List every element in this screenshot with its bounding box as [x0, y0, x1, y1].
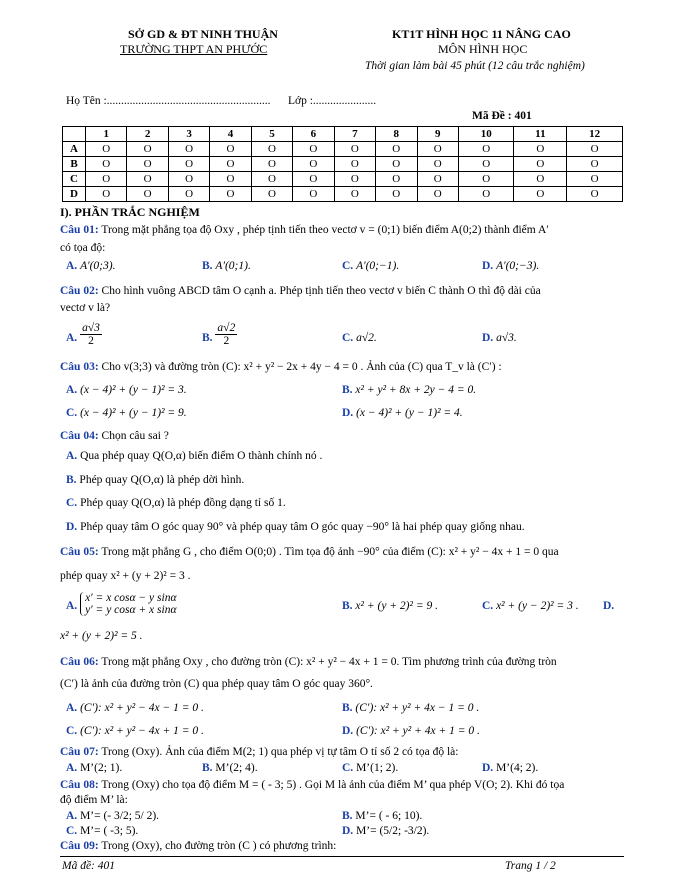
answer-bubble[interactable]: O: [127, 142, 168, 157]
answer-bubble[interactable]: O: [567, 187, 623, 202]
column-header: 4: [210, 127, 251, 142]
subject-name: MÔN HÌNH HỌC: [438, 42, 528, 56]
answer-bubble[interactable]: O: [127, 187, 168, 202]
option-c[interactable]: [66, 725, 204, 737]
row-header: B: [63, 157, 86, 172]
option-letter: B.: [202, 762, 213, 774]
option-c[interactable]: [66, 825, 138, 837]
answer-bubble[interactable]: O: [334, 187, 375, 202]
fraction: [215, 322, 237, 347]
option-letter: C.: [342, 332, 354, 344]
option-d[interactable]: [482, 762, 538, 774]
question-text-cont: vectơ v là?: [60, 302, 111, 314]
fraction: [80, 322, 102, 347]
option-d[interactable]: [66, 521, 525, 533]
exam-duration: Thời gian làm bài 45 phút (12 câu trắc nghiệm): [365, 60, 585, 72]
question-text-cont: (C′) là ảnh của đường tròn (C) qua phép quay tâm O góc quay 360°.: [60, 678, 373, 690]
school-name: TRƯỜNG THPT AN PHƯỚC: [120, 42, 268, 56]
column-header: 9: [417, 127, 458, 142]
option-letter: A.: [66, 810, 78, 822]
option-letter: B.: [342, 702, 353, 714]
question-label: Câu 01:: [60, 224, 99, 236]
answer-bubble[interactable]: O: [334, 172, 375, 187]
option-d-text[interactable]: x² + (y + 2)² = 5 .: [60, 630, 143, 642]
fraction-denominator: 2: [88, 335, 94, 347]
column-header: 1: [86, 127, 127, 142]
option-b[interactable]: [66, 474, 244, 486]
option-letter: B.: [202, 260, 213, 272]
option-text: A′(0;3).: [80, 260, 116, 272]
option-b[interactable]: [202, 762, 258, 774]
option-letter: A.: [66, 384, 78, 396]
row-header: C: [63, 172, 86, 187]
answer-bubble[interactable]: O: [376, 187, 417, 202]
department-name: SỞ GD & ĐT NINH THUẬN: [128, 27, 278, 41]
option-text: Phép quay Q(O,α) là phép đồng dạng tỉ số 1.: [80, 497, 286, 509]
option-letter: A.: [66, 450, 78, 462]
answer-bubble[interactable]: O: [210, 172, 251, 187]
option-c[interactable]: [66, 497, 286, 509]
answer-bubble[interactable]: O: [514, 172, 567, 187]
exam-title: KT1T HÌNH HỌC 11 NÂNG CAO: [392, 27, 571, 41]
question-text: Cho hình vuông ABCD tâm O cạnh a. Phép tịnh tiến theo vectơ v biến C thành O thì độ dài của: [101, 285, 541, 297]
option-letter: C.: [66, 407, 78, 419]
option-text: M’= (- 3/2; 5/ 2).: [80, 810, 160, 822]
answer-row-b: [63, 157, 623, 172]
answer-bubble[interactable]: O: [376, 142, 417, 157]
column-header: 2: [127, 127, 168, 142]
question-text: Trong (Oxy) cho tọa độ điểm M = ( - 3; 5) . Gọi M là ảnh của điểm M’ qua phép V(O; 2). Khi đó tọa: [101, 779, 565, 791]
answer-bubble[interactable]: O: [417, 142, 458, 157]
question-text: Cho v(3;3) và đường tròn (C): x² + y² − 2x + 4y − 4 = 0 . Ảnh của (C) qua T_v là (C′) :: [101, 361, 502, 373]
option-a[interactable]: [66, 322, 102, 347]
question-label: Câu 05:: [60, 546, 99, 558]
answer-bubble[interactable]: O: [293, 172, 334, 187]
option-text: Phép quay Q(O,α) là phép dời hình.: [79, 474, 245, 486]
option-d[interactable]: [342, 825, 429, 837]
option-a[interactable]: [66, 450, 322, 462]
answer-bubble[interactable]: O: [567, 157, 623, 172]
option-d[interactable]: [482, 260, 539, 272]
answer-header-row: [63, 127, 623, 142]
option-letter: D.: [482, 260, 494, 272]
option-text: A′(0;−3).: [496, 260, 540, 272]
answer-bubble[interactable]: O: [293, 187, 334, 202]
option-text: (C′): x² + y² − 4x + 1 = 0 .: [80, 725, 204, 737]
answer-bubble[interactable]: O: [458, 157, 514, 172]
option-letter: D.: [342, 825, 354, 837]
answer-bubble[interactable]: O: [567, 142, 623, 157]
answer-bubble[interactable]: O: [417, 172, 458, 187]
equation-line: y′ = y cosα + x sinα: [85, 604, 177, 616]
option-letter: C.: [66, 825, 78, 837]
option-letter: D.: [342, 725, 354, 737]
option-a[interactable]: [66, 260, 115, 272]
question-label: Câu 02:: [60, 285, 99, 297]
option-text: M’= ( -3; 5).: [80, 825, 139, 837]
option-text: a√2.: [356, 332, 377, 344]
option-d[interactable]: [342, 407, 463, 419]
answer-bubble[interactable]: O: [210, 142, 251, 157]
column-header: 12: [567, 127, 623, 142]
answer-bubble[interactable]: O: [251, 157, 292, 172]
question-2: [60, 285, 541, 297]
answer-row-c: [63, 172, 623, 187]
answer-bubble[interactable]: O: [514, 187, 567, 202]
option-d[interactable]: [342, 725, 480, 737]
footer-page-number: Trang 1 / 2: [505, 860, 556, 872]
answer-bubble[interactable]: O: [210, 157, 251, 172]
answer-bubble[interactable]: O: [251, 142, 292, 157]
option-text: M’(2; 4).: [215, 762, 258, 774]
option-a[interactable]: [66, 702, 204, 714]
answer-bubble[interactable]: O: [514, 157, 567, 172]
question-text: Trong mặt phẳng Oxy , cho đường tròn (C): x² + y² − 4x + 1 = 0. Tìm phương trình của đường tròn: [101, 656, 557, 668]
answer-bubble[interactable]: O: [293, 157, 334, 172]
answer-bubble[interactable]: O: [86, 172, 127, 187]
option-text: x² + (y + 2)² = 9 .: [355, 600, 438, 612]
option-letter: C.: [482, 600, 494, 612]
exam-code: Mã Đề : 401: [472, 110, 532, 122]
answer-bubble[interactable]: O: [168, 172, 209, 187]
section-title: I). PHẦN TRẮC NGHIỆM: [60, 205, 200, 219]
question-text-cont: có tọa độ:: [60, 242, 106, 254]
question-text-cont: độ điểm M’ là:: [60, 794, 128, 806]
question-text: Trong mặt phẳng G , cho điểm O(0;0) . Tìm tọa độ ảnh −90° của điểm (C): x² + y² − 4x + 1 = 0 qua: [101, 546, 559, 558]
column-header: 10: [458, 127, 514, 142]
column-header: 3: [168, 127, 209, 142]
option-text: M’= (5/2; -3/2).: [356, 825, 430, 837]
row-header: A: [63, 142, 86, 157]
answer-bubble[interactable]: O: [458, 142, 514, 157]
question-4: [60, 430, 169, 442]
option-d[interactable]: [482, 332, 517, 344]
option-a[interactable]: [66, 762, 122, 774]
answer-bubble[interactable]: O: [168, 187, 209, 202]
answer-bubble[interactable]: O: [168, 142, 209, 157]
option-b[interactable]: [202, 260, 251, 272]
question-7: [60, 746, 458, 758]
answer-bubble[interactable]: O: [514, 142, 567, 157]
option-text: (x − 4)² + (y − 1)² = 4.: [356, 407, 463, 419]
option-c[interactable]: [342, 260, 399, 272]
option-text: Phép quay tâm O góc quay 90° và phép quay tâm O góc quay −90° là hai phép quay giống nhau.: [80, 521, 525, 533]
question-text: Trong (Oxy), cho đường tròn (C ) có phương trình:: [101, 840, 337, 852]
option-letter: B.: [342, 384, 353, 396]
answer-bubble[interactable]: O: [168, 157, 209, 172]
column-header: 6: [293, 127, 334, 142]
option-letter: B.: [202, 332, 213, 344]
option-text: (C′): x² + y² − 4x − 1 = 0 .: [80, 702, 204, 714]
question-label: Câu 09:: [60, 840, 99, 852]
option-text: (x − 4)² + (y − 1)² = 9.: [80, 407, 187, 419]
column-header: 8: [376, 127, 417, 142]
answer-bubble[interactable]: O: [334, 157, 375, 172]
answer-sheet-table: [62, 126, 623, 202]
option-b[interactable]: [342, 810, 422, 822]
question-1: [60, 224, 549, 236]
answer-bubble[interactable]: O: [567, 172, 623, 187]
student-name-field[interactable]: Họ Tên :.........................................................: [66, 95, 271, 107]
answer-bubble[interactable]: O: [127, 172, 168, 187]
option-text: a√3.: [496, 332, 517, 344]
option-text: Qua phép quay Q(O,α) biến điểm O thành chính nó .: [80, 450, 323, 462]
option-text: (x − 4)² + (y − 1)² = 3.: [80, 384, 187, 396]
option-letter: B.: [342, 810, 353, 822]
fraction-denominator: 2: [223, 335, 230, 347]
corner-cell: [63, 127, 86, 142]
option-text: M’(1; 2).: [356, 762, 399, 774]
column-header: 11: [514, 127, 567, 142]
footer-divider: [60, 856, 624, 857]
option-letter: D.: [66, 521, 78, 533]
option-letter: D.: [342, 407, 354, 419]
option-b[interactable]: [202, 322, 237, 347]
option-letter: C.: [342, 260, 354, 272]
question-9: [60, 840, 336, 852]
option-c[interactable]: [342, 332, 377, 344]
option-letter: D.: [603, 600, 615, 612]
option-text: M’(4; 2).: [496, 762, 539, 774]
answer-bubble[interactable]: O: [251, 172, 292, 187]
answer-row-d: [63, 187, 623, 202]
question-label: Câu 07:: [60, 746, 99, 758]
option-letter: C.: [66, 497, 78, 509]
option-a[interactable]: [66, 384, 187, 396]
question-label: Câu 08:: [60, 779, 99, 791]
question-8: [60, 779, 564, 791]
option-b[interactable]: [342, 600, 438, 612]
option-letter: B.: [66, 474, 77, 486]
option-letter: C.: [342, 762, 354, 774]
question-5: [60, 546, 559, 558]
column-header: 5: [251, 127, 292, 142]
equation-line: x′ = x cosα − y sinα: [85, 592, 177, 604]
question-text: Chọn câu sai ?: [101, 430, 169, 442]
question-label: Câu 04:: [60, 430, 99, 442]
option-letter: D.: [482, 762, 494, 774]
option-letter: A.: [66, 762, 78, 774]
option-b[interactable]: [342, 702, 479, 714]
answer-bubble[interactable]: O: [127, 157, 168, 172]
answer-bubble[interactable]: O: [334, 142, 375, 157]
option-text: (C′): x² + y² + 4x − 1 = 0 .: [355, 702, 480, 714]
option-text: A′(0;−1).: [356, 260, 400, 272]
row-header: D: [63, 187, 86, 202]
class-field[interactable]: Lớp :......................: [288, 95, 377, 107]
option-text: x² + y² + 8x + 2y − 4 = 0.: [355, 384, 477, 396]
option-text: x² + (y − 2)² = 3 .: [496, 600, 579, 612]
equation-system: [80, 592, 176, 616]
fraction-numerator: a√2: [217, 322, 236, 334]
option-a[interactable]: [66, 810, 159, 822]
question-text: Trong mặt phẳng tọa độ Oxy , phép tịnh tiến theo vectơ v = (0;1) biến điểm A(0;2) thành điểm A′: [101, 224, 549, 236]
question-label: Câu 03:: [60, 361, 99, 373]
answer-bubble[interactable]: O: [86, 187, 127, 202]
option-letter: D.: [482, 332, 494, 344]
answer-bubble[interactable]: O: [376, 157, 417, 172]
option-letter: A.: [66, 260, 78, 272]
option-text: M’(2; 1).: [80, 762, 123, 774]
answer-bubble[interactable]: O: [86, 142, 127, 157]
answer-bubble[interactable]: O: [376, 172, 417, 187]
question-text-cont: phép quay x² + (y + 2)² = 3 .: [60, 570, 191, 582]
option-text: (C′): x² + y² + 4x + 1 = 0 .: [356, 725, 480, 737]
option-a[interactable]: [66, 592, 176, 616]
option-c[interactable]: [482, 600, 579, 612]
option-text: A′(0;1).: [215, 260, 251, 272]
answer-row-a: [63, 142, 623, 157]
option-b[interactable]: [342, 384, 476, 396]
answer-bubble[interactable]: O: [417, 187, 458, 202]
column-header: 7: [334, 127, 375, 142]
question-6: [60, 656, 557, 668]
option-letter: A.: [66, 600, 78, 612]
option-c[interactable]: [66, 407, 187, 419]
option-letter: C.: [66, 725, 78, 737]
answer-bubble[interactable]: O: [251, 187, 292, 202]
answer-bubble[interactable]: O: [293, 142, 334, 157]
question-label: Câu 06:: [60, 656, 99, 668]
question-3: [60, 361, 502, 373]
answer-bubble[interactable]: O: [417, 157, 458, 172]
option-letter: A.: [66, 332, 78, 344]
option-text: M’= ( - 6; 10).: [355, 810, 423, 822]
option-c[interactable]: [342, 762, 398, 774]
footer-exam-code: Mã đề: 401: [62, 860, 116, 872]
option-d-letter[interactable]: [603, 600, 614, 612]
option-letter: A.: [66, 702, 78, 714]
fraction-numerator: a√3: [82, 322, 100, 334]
answer-bubble[interactable]: O: [458, 172, 514, 187]
question-text: Trong (Oxy). Ảnh của điểm M(2; 1) qua phép vị tự tâm O tỉ số 2 có tọa độ là:: [101, 746, 459, 758]
answer-bubble[interactable]: O: [458, 187, 514, 202]
option-letter: B.: [342, 600, 353, 612]
answer-bubble[interactable]: O: [86, 157, 127, 172]
answer-bubble[interactable]: O: [210, 187, 251, 202]
